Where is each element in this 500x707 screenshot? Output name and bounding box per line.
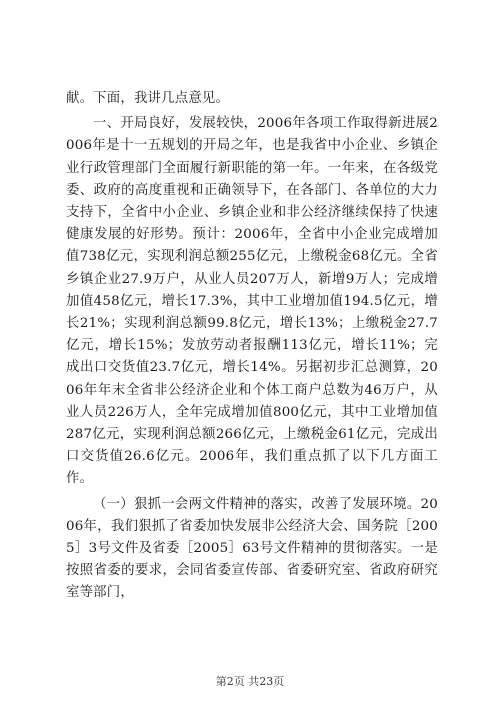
page-footer: 第2页 共23页 xyxy=(215,675,285,688)
paragraph-section-one: 一、开局良好，发展较快，2006年各项工作取得新进展2006年是十一五规划的开局之年，也是我省中小企业、乡镇企业行政管理部门全面履行新职能的第一年。一年来，在各级党委、政府的高度重视和正确领导下，在各部门、各单位的大力支持下，全省中小企业、乡镇企业和非公经济继续保持了快速健康发展的好形势。预计：2006年，全省中小企业完成增加值738亿元，实现利润总额255亿元，上缴税金68亿元。全省乡镇企业27.9万户，从业人员207万人，新增9万人；完成增加值458亿元，增长17.3%，其中工业增加值194.5亿元，增长21%；实现利润总额99.8亿元，增长13%；上缴税金27.7亿元，增长15%；发放劳动者报酬113亿元，增长11%；完成出口交货值23.7亿元，增长14%。另据初步汇总测算，2006年年末全省非公经济企业和个体工商户总数为46万户，从业人员226万人，全年完成增加值800亿元，其中工业增加值287亿元，实现利润总额266亿元，上缴税金61亿元，完成出口交货值26.6亿元。2006年，我们重点抓了以下几方面工作。 xyxy=(66,116,438,487)
paragraph-continuation: 献。下面，我讲几点意见。 xyxy=(66,91,230,106)
paragraph-subsection-one: （一）狠抓一会两文件精神的落实，改善了发展环境。2006年，我们狠抓了省委加快发展非公经济大会、国务院［2005］3号文件及省委［2005］63号文件精神的贯彻落实。一是按照省委的要求，会同省委宣传部、省委研究室、省政府研究室等部门， xyxy=(66,496,438,601)
document-body xyxy=(66,88,438,608)
